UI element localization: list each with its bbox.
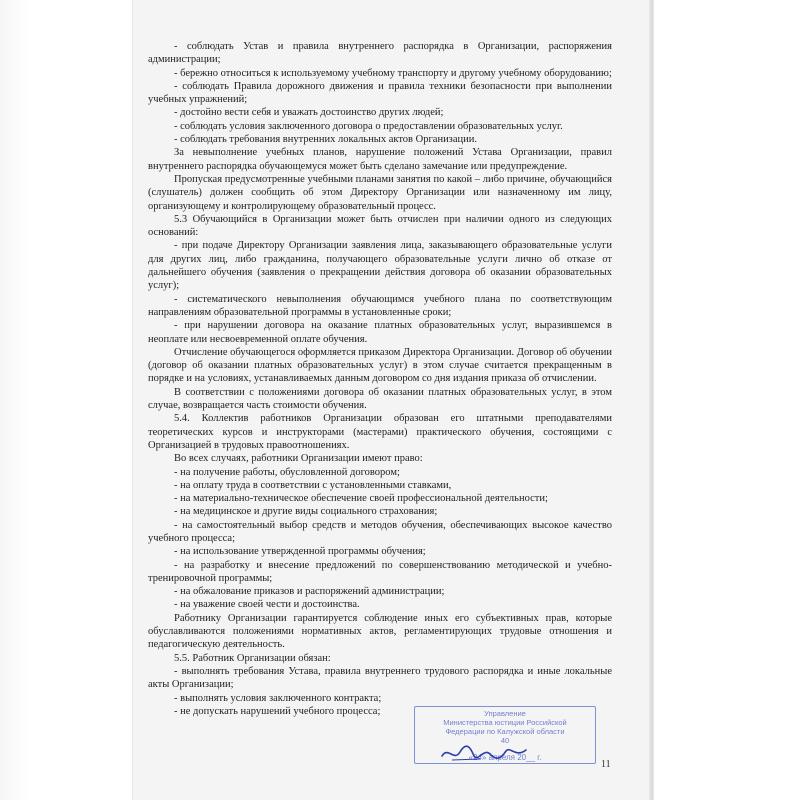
paragraph: - на обжалование приказов и распоряжений администрации; (174, 586, 445, 598)
paragraph: 5.5. Работник Организации обязан: (174, 652, 331, 664)
paragraph: - соблюдать Правила дорожного движения и правила техники безопасности при выполнении учебных упражнений; (148, 80, 612, 106)
stamp-date: «24» апреля 20__ г. (468, 753, 542, 762)
paragraph: - соблюдать условия заключенного договора о предоставлении образовательных услуг. (174, 120, 563, 132)
paragraph: - на медицинское и другие виды социального страхования; (174, 506, 438, 518)
paragraph: - на использование утвержденной программы обучения; (174, 546, 426, 558)
paragraph: В соответствии с положениями договора об оказании платных образовательных услуг, в этом случае, возвращается часть стоимости обучения. (148, 386, 612, 412)
paragraph: - на оплату труда в соответствии с установленными ставками, (174, 479, 452, 491)
paragraph: Отчисление обучающегося оформляется приказом Директора Организации. Договор об обучении (договор об оказании платных образовательных услуг) в этом случае считается прекращенным в порядке и на условиях, устанавливаемых данным договором со дня издания приказа об отчислении. (148, 346, 612, 385)
paragraph: - на уважение своей чести и достоинства. (174, 599, 360, 611)
paragraph: 5.4. Коллектив работников Организации образован его штатными преподавателями теоретических курсов и инструкторами (мастерами) практического обучения, состоящими с Организацией в трудовых правоотношениях. (148, 413, 612, 451)
paragraph: - выполнять условия заключенного контракта; (174, 692, 382, 704)
paragraph: Пропуская предусмотренные учебными планами занятия по какой – либо причине, обучающийся (слушатель) должен сообщить об этом Директору Организации или назначенному им лицу, организующему и контролирующему образовательный процесс. (148, 173, 612, 212)
paragraph: - при подаче Директору Организации заявления лица, заказывающего образовательные услуги для других лиц, либо гражданина, получающего образовательные услуги лично об отказе от дальнейшего обучения (заявления о прекращении действия договора об оказании образовательных услуг); (148, 240, 612, 292)
paragraph: - при нарушении договора на оказание платных образовательных услуг, выразившемся в неоплате или несвоевременной оплате обучения. (148, 320, 612, 345)
paragraph: - на самостоятельный выбор средств и методов обучения, обеспечивающих высокое качество учебного процесса; (148, 519, 612, 544)
handwritten-signature (440, 742, 530, 764)
paragraph: Работнику Организации гарантируется соблюдение иных его субъективных прав, которые обуславливаются положениями нормативных актов, регламентирующих трудовые отношения и педагогическую деятельность. (148, 612, 612, 651)
paragraph: За невыполнение учебных планов, нарушение положений Устава Организации, правил внутреннего распорядка обучающемуся может быть сделано замечание или предупреждение. (148, 147, 612, 172)
scan-edge (0, 0, 30, 800)
paragraph: - на разработку и внесение предложений по совершенствованию методической и учебно-тренировочной программы; (148, 559, 612, 584)
paragraph: - на получение работы, обусловленной договором; (174, 466, 400, 478)
stamp-line: 40 (500, 736, 510, 745)
stamp-line: Министерства юстиции Российской (443, 718, 567, 727)
paragraph: - достойно вести себя и уважать достоинство других людей; (174, 107, 444, 119)
stamp-line: Управление (484, 709, 526, 718)
paragraph: - не допускать нарушений учебного процесса; (174, 705, 381, 717)
paragraph: - соблюдать требования внутренних локальных актов Организации. (174, 134, 477, 146)
stamp-line: Федерации по Калужской области (445, 727, 565, 736)
paragraph: - бережно относиться к используемому учебному транспорту и другому учебному оборудованию; (174, 67, 612, 79)
paragraph: - на материально-техническое обеспечение своей профессиональной деятельности; (174, 493, 548, 505)
paragraph: 5.3 Обучающийся в Организации может быть отчислен при наличии одного из следующих оснований: (148, 213, 612, 239)
document-body (148, 40, 612, 718)
page-number: 11 (601, 759, 611, 770)
paragraph: - систематического невыполнения обучающимся учебного плана по соответствующим направлениям образовательной программы в установленные сроки; (148, 293, 612, 318)
paragraph: - соблюдать Устав и правила внутреннего распорядка в Организации, распоряжения администрации; (148, 41, 612, 66)
paragraph: - выполнять требования Устава, правила внутреннего трудового распорядка и иные локальные акты Организации; (148, 665, 612, 691)
paragraph: Во всех случаях, работники Организации имеют право: (174, 453, 423, 465)
